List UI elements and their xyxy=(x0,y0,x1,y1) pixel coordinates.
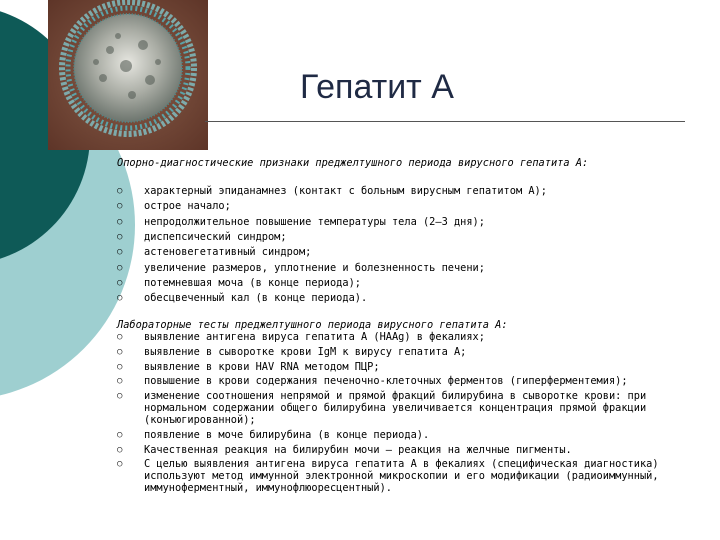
lab-test-item xyxy=(117,331,677,343)
prodromal-sign-item xyxy=(117,277,677,289)
lab-test-item xyxy=(117,444,677,456)
bullet-icon: ○ xyxy=(117,201,123,212)
prodromal-sign-item xyxy=(117,262,677,274)
prodromal-sign-item-text: потемневшая моча (в конце периода); xyxy=(144,276,361,289)
bullet-icon: ○ xyxy=(117,247,123,258)
bullet-icon: ○ xyxy=(117,332,123,343)
lab-test-item-text: С целью выявления антигена вируса гепатита А в фекалиях (специфическая диагностика) используют метод иммунной электронной микроскопии и его модификации (радиоиммунный, иммуноферментный, иммунофлюоресцентный). xyxy=(144,458,659,495)
prodromal-sign-item xyxy=(117,185,677,197)
title-divider xyxy=(205,121,685,122)
prodromal-sign-item-text: острое начало; xyxy=(144,200,231,213)
lab-test-item xyxy=(117,346,677,358)
lab-test-item xyxy=(117,361,677,373)
prodromal-sign-item xyxy=(117,200,677,212)
bullet-icon: ○ xyxy=(117,376,123,387)
bullet-icon: ○ xyxy=(117,216,123,227)
lab-test-item-text: выявление антигена вируса гепатита А (HAAg) в фекалиях; xyxy=(144,331,485,344)
bullet-icon: ○ xyxy=(117,293,123,304)
prodromal-sign-item-text: характерный эпиданамнез (контакт с больным вирусным гепатитом А); xyxy=(144,185,547,198)
bullet-icon: ○ xyxy=(117,459,123,470)
bullet-icon: ○ xyxy=(117,262,123,273)
prodromal-sign-item-text: диспепсический синдром; xyxy=(144,230,287,243)
bullet-icon: ○ xyxy=(117,361,123,372)
bullet-icon: ○ xyxy=(117,391,123,401)
bullet-icon: ○ xyxy=(117,429,123,440)
lab-tests-list xyxy=(117,331,677,494)
prodromal-sign-item xyxy=(117,292,677,304)
prodromal-sign-item-text: увеличение размеров, уплотнение и болезненность печени; xyxy=(144,261,485,274)
prodromal-intro: Опорно-диагностические признаки преджелтушного периода вирусного гепатита А: xyxy=(117,157,589,169)
bullet-icon: ○ xyxy=(117,186,123,197)
lab-test-item-text: повышение в крови содержания печеночно-клеточных ферментов (гиперферментемия); xyxy=(144,375,628,388)
lab-test-item xyxy=(117,375,677,387)
bullet-icon: ○ xyxy=(117,231,123,242)
prodromal-sign-item-text: обесцвеченный кал (в конце периода). xyxy=(144,292,368,305)
lab-test-item-text: появление в моче билирубина (в конце периода). xyxy=(144,428,430,441)
bullet-icon: ○ xyxy=(117,346,123,357)
lab-test-item xyxy=(117,458,677,494)
bullet-icon: ○ xyxy=(117,444,123,455)
prodromal-sign-item xyxy=(117,216,677,228)
lab-test-item-text: выявление в сыворотке крови IgM к вирусу гепатита А; xyxy=(144,345,467,358)
lab-test-item-text: Качественная реакция на билирубин мочи — реакция на желчные пигменты. xyxy=(144,443,572,456)
prodromal-sign-item-text: непродолжительное повышение температуры тела (2—3 дня); xyxy=(144,215,485,228)
lab-test-item-text: выявление в крови HAV RNA методом ПЦР; xyxy=(144,360,380,373)
slide-title: Гепатит А xyxy=(300,68,454,106)
lab-tests-intro: Лабораторные тесты преджелтушного периода вирусного гепатита А: xyxy=(117,319,508,332)
slide-content xyxy=(117,157,677,497)
lab-test-item xyxy=(117,390,677,426)
prodromal-sign-item xyxy=(117,231,677,243)
lab-test-item xyxy=(117,429,677,441)
bullet-icon: ○ xyxy=(117,277,123,288)
virus-microscopy-image xyxy=(48,0,208,150)
prodromal-sign-item xyxy=(117,246,677,258)
prodromal-signs-list xyxy=(117,185,677,304)
lab-test-item-text: изменение соотношения непрямой и прямой фракций билирубина в сыворотке крови: при нормальном содержании общего билирубина увеличивается концентрация прямой фракции (конъюгированной); xyxy=(144,390,647,427)
prodromal-sign-item-text: астеновегетативный синдром; xyxy=(144,246,312,259)
